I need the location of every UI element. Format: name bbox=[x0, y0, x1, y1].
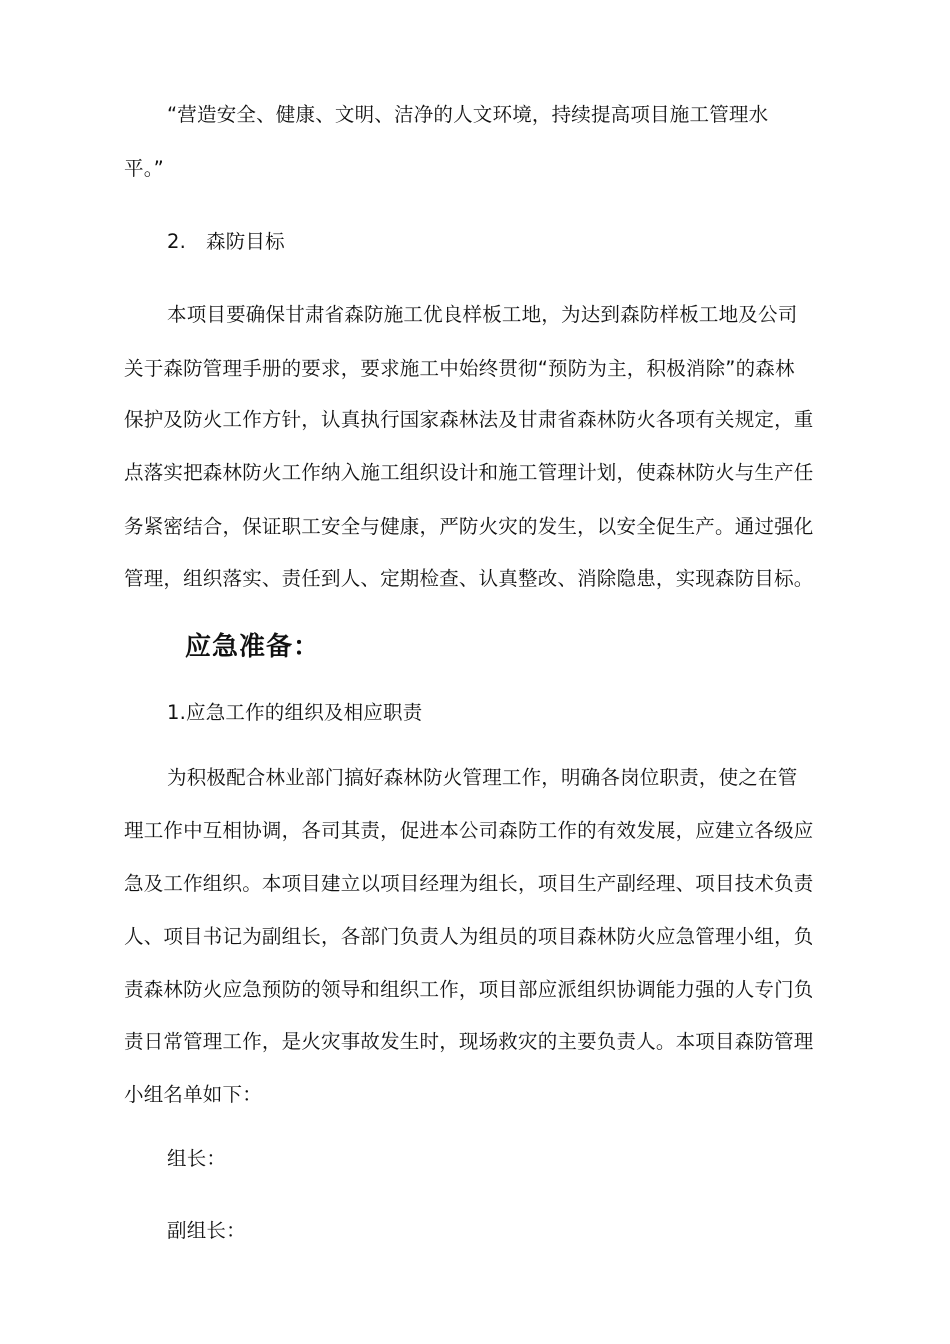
paragraph-line: 本项目要确保甘肃省森防施工优良样板工地，为达到森防样板工地及公司 bbox=[167, 303, 798, 326]
subsection-title: 1.应急工作的组织及相应职责 bbox=[167, 701, 423, 724]
section-heading: 应急准备： bbox=[185, 632, 321, 662]
paragraph-line: 责森林防火应急预防的领导和组织工作，项目部应派组织协调能力强的人专门负 bbox=[124, 978, 814, 1001]
paragraph-line: 管理，组织落实、责任到人、定期检查、认真整改、消除隐患，实现森防目标。 bbox=[124, 567, 814, 590]
paragraph-line: 务紧密结合，保证职工安全与健康，严防火灾的发生，以安全促生产。通过强化 bbox=[124, 515, 814, 538]
section-2-title: 森防目标 bbox=[206, 230, 285, 253]
roster-deputy-label: 副组长： bbox=[167, 1219, 246, 1242]
paragraph-line: 急及工作组织。本项目建立以项目经理为组长，项目生产副经理、项目技术负责 bbox=[124, 872, 814, 895]
quote-line-2: 平。” bbox=[124, 157, 164, 180]
paragraph-line: 人、项目书记为副组长，各部门负责人为组员的项目森林防火应急管理小组，负 bbox=[124, 925, 814, 948]
paragraph-line: 为积极配合林业部门搞好森林防火管理工作，明确各岗位职责，使之在管 bbox=[167, 766, 798, 789]
paragraph-line: 理工作中互相协调，各司其责，促进本公司森防工作的有效发展，应建立各级应 bbox=[124, 819, 814, 842]
paragraph-line: 小组名单如下： bbox=[124, 1083, 262, 1106]
section-2-number: 2. bbox=[167, 230, 187, 253]
quote-line-1: “营造安全、健康、文明、洁净的人文环境，持续提高项目施工管理水 bbox=[167, 103, 769, 126]
paragraph-line: 点落实把森林防火工作纳入施工组织设计和施工管理计划，使森林防火与生产任 bbox=[124, 461, 814, 484]
paragraph-line: 保护及防火工作方针，认真执行国家森林法及甘肃省森林防火各项有关规定，重 bbox=[124, 408, 814, 431]
paragraph-line: 关于森防管理手册的要求，要求施工中始终贯彻“预防为主，积极消除”的森林 bbox=[124, 357, 795, 380]
paragraph-line: 责日常管理工作，是火灾事故发生时，现场救灾的主要负责人。本项目森防管理 bbox=[124, 1030, 814, 1053]
roster-leader-label: 组长： bbox=[167, 1147, 227, 1170]
